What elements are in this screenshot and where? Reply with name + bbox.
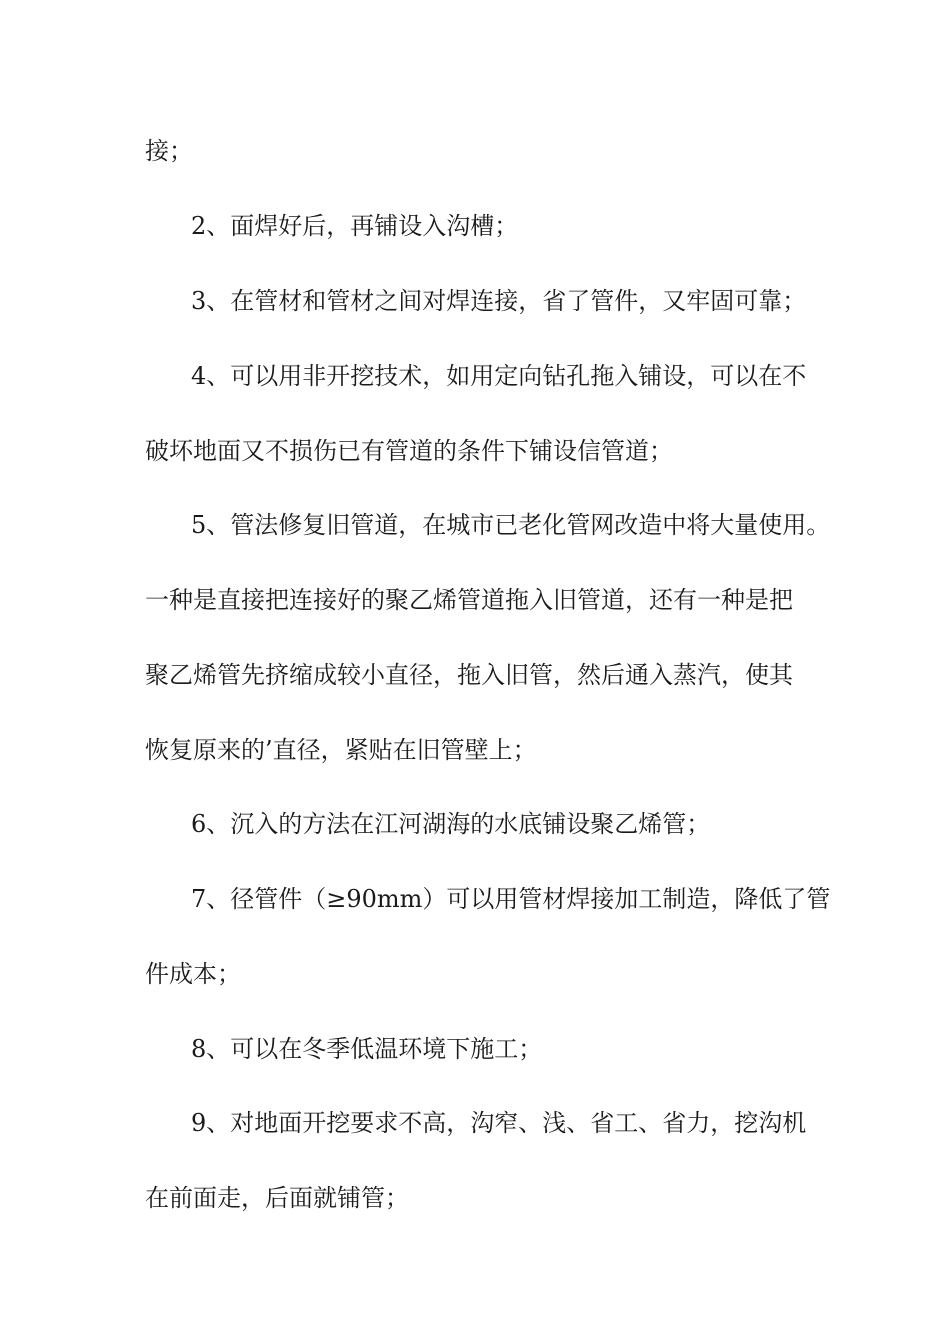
list-item-2: 2、面焊好后，再铺设入沟槽； xyxy=(191,212,519,240)
list-item-4-continued: 破坏地面又不损伤已有管道的条件下铺设信管道； xyxy=(145,437,673,465)
list-item-5-continued-3: 恢复原来的’直径，紧贴在旧管壁上； xyxy=(145,736,537,764)
list-item-5-continued-1: 一种是直接把连接好的聚乙烯管道拖入旧管道，还有一种是把 xyxy=(145,586,793,614)
list-item-4: 4、可以用非开挖技术，如用定向钻孔拖入铺设，可以在不 xyxy=(191,362,807,390)
list-item-9: 9、对地面开挖要求不高，沟窄、浅、省工、省力，挖沟机 xyxy=(191,1109,807,1137)
list-item-7-continued: 件成本； xyxy=(145,960,241,988)
list-item-8: 8、可以在冬季低温环境下施工； xyxy=(191,1035,543,1063)
list-item-6: 6、沉入的方法在江河湖海的水底铺设聚乙烯管； xyxy=(191,810,711,838)
list-item-5: 5、管法修复旧管道，在城市已老化管网改造中将大量使用。 xyxy=(191,511,831,539)
list-item-3: 3、在管材和管材之间对焊连接，省了管件，又牢固可靠； xyxy=(191,287,807,315)
list-item-9-continued: 在前面走，后面就铺管； xyxy=(145,1184,409,1212)
list-item-7: 7、径管件（≥90mm）可以用管材焊接加工制造，降低了管 xyxy=(191,885,831,913)
text-line-1: 接； xyxy=(145,137,193,165)
list-item-5-continued-2: 聚乙烯管先挤缩成较小直径，拖入旧管，然后通入蒸汽，使其 xyxy=(145,661,793,689)
